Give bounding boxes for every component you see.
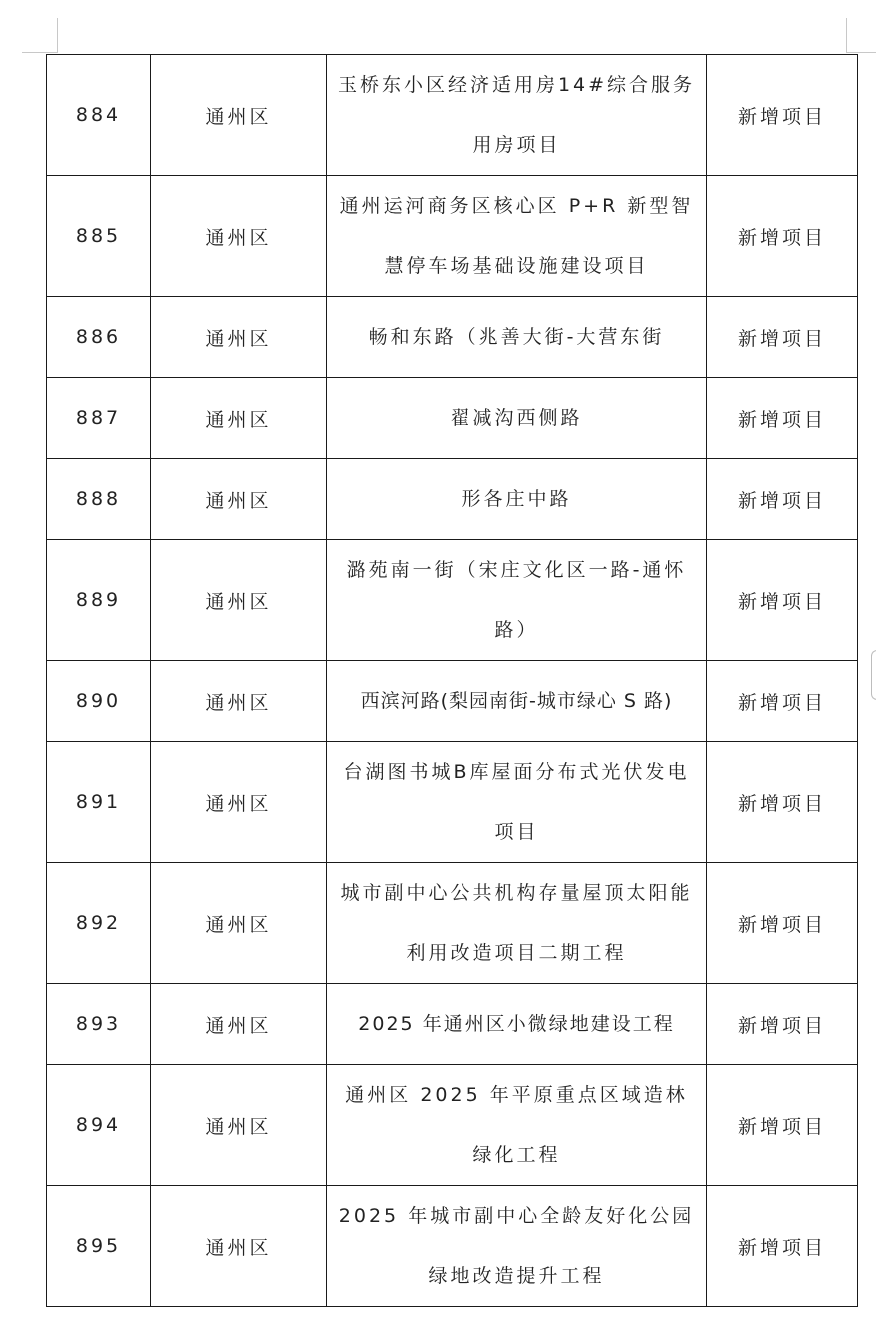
table-row	[47, 1186, 858, 1307]
row-number: 890	[47, 661, 151, 742]
row-type: 新增项目	[707, 459, 858, 540]
row-type: 新增项目	[707, 176, 858, 297]
table-row	[47, 540, 858, 661]
row-district: 通州区	[151, 378, 327, 459]
row-number: 888	[47, 459, 151, 540]
row-number: 885	[47, 176, 151, 297]
row-number: 886	[47, 297, 151, 378]
table-row	[47, 55, 858, 176]
table-row	[47, 378, 858, 459]
row-type: 新增项目	[707, 378, 858, 459]
row-district: 通州区	[151, 984, 327, 1065]
project-table	[46, 54, 858, 1307]
row-number: 894	[47, 1065, 151, 1186]
row-district: 通州区	[151, 540, 327, 661]
row-number: 887	[47, 378, 151, 459]
row-number: 892	[47, 863, 151, 984]
crop-mark	[846, 52, 876, 53]
row-district: 通州区	[151, 176, 327, 297]
row-district: 通州区	[151, 55, 327, 176]
row-type: 新增项目	[707, 661, 858, 742]
row-project-name: 2025 年通州区小微绿地建设工程	[327, 984, 707, 1065]
row-project-name: 西滨河路(梨园南街-城市绿心 S 路)	[327, 661, 707, 742]
side-panel-tab[interactable]	[871, 650, 876, 700]
row-type: 新增项目	[707, 540, 858, 661]
table-row	[47, 984, 858, 1065]
row-district: 通州区	[151, 661, 327, 742]
row-type: 新增项目	[707, 297, 858, 378]
row-project-name: 台湖图书城B库屋面分布式光伏发电项目	[327, 742, 707, 863]
crop-mark	[846, 18, 847, 52]
row-type: 新增项目	[707, 55, 858, 176]
table-row	[47, 742, 858, 863]
row-project-name: 形各庄中路	[327, 459, 707, 540]
row-type: 新增项目	[707, 863, 858, 984]
table-row	[47, 459, 858, 540]
row-project-name: 畅和东路（兆善大街-大营东街	[327, 297, 707, 378]
row-type: 新增项目	[707, 742, 858, 863]
row-project-name: 通州区 2025 年平原重点区域造林绿化工程	[327, 1065, 707, 1186]
table-row	[47, 1065, 858, 1186]
table-row	[47, 661, 858, 742]
row-type: 新增项目	[707, 1065, 858, 1186]
row-number: 895	[47, 1186, 151, 1307]
row-project-name: 玉桥东小区经济适用房14#综合服务用房项目	[327, 55, 707, 176]
row-district: 通州区	[151, 863, 327, 984]
row-type: 新增项目	[707, 984, 858, 1065]
row-project-name: 通州运河商务区核心区 P+R 新型智慧停车场基础设施建设项目	[327, 176, 707, 297]
row-district: 通州区	[151, 742, 327, 863]
crop-mark	[57, 18, 58, 52]
row-project-name: 潞苑南一街（宋庄文化区一路-通怀路）	[327, 540, 707, 661]
table-row	[47, 176, 858, 297]
table-row	[47, 863, 858, 984]
row-number: 884	[47, 55, 151, 176]
row-type: 新增项目	[707, 1186, 858, 1307]
row-number: 891	[47, 742, 151, 863]
row-project-name: 翟减沟西侧路	[327, 378, 707, 459]
crop-mark	[22, 52, 58, 53]
row-project-name: 2025 年城市副中心全龄友好化公园绿地改造提升工程	[327, 1186, 707, 1307]
row-number: 893	[47, 984, 151, 1065]
row-district: 通州区	[151, 1065, 327, 1186]
row-district: 通州区	[151, 297, 327, 378]
row-district: 通州区	[151, 459, 327, 540]
row-number: 889	[47, 540, 151, 661]
row-district: 通州区	[151, 1186, 327, 1307]
row-project-name: 城市副中心公共机构存量屋顶太阳能利用改造项目二期工程	[327, 863, 707, 984]
table-row	[47, 297, 858, 378]
